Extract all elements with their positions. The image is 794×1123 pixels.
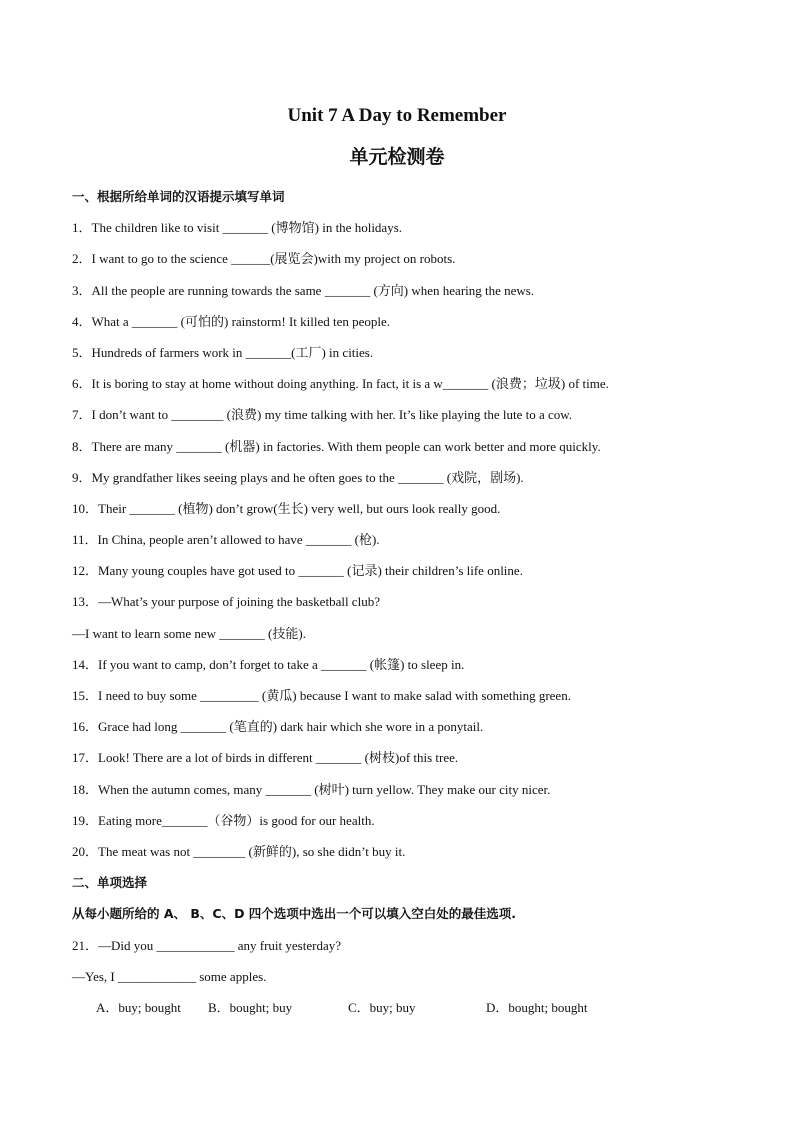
option-b: B．bought; buy	[208, 999, 293, 1015]
document-subtitle: 单元检测卷	[349, 146, 445, 168]
question-19: 19．Eating more_______（谷物）is good for our health.	[72, 812, 375, 828]
question-21-options	[72, 992, 722, 1023]
section-1-heading: 一、根据所给单词的汉语提示填写单词	[72, 189, 285, 204]
question-4: 4．What a _______ (可怕的) rainstorm! It killed ten people.	[72, 313, 391, 329]
section-2-instruction: 从每小题所给的 A、 B、C、D 四个选项中选出一个可以填入空白处的最佳选项.	[72, 906, 517, 922]
document-title: Unit 7 A Day to Remember	[287, 105, 507, 126]
question-21-answer: —Yes, I ____________ some apples.	[72, 968, 267, 984]
question-14: 14．If you want to camp, don’t forget to take a _______ (帐篷) to sleep in.	[72, 656, 465, 672]
option-c: C．buy; buy	[348, 999, 416, 1015]
document-content	[72, 181, 722, 1023]
question-7: 7．I don’t want to ________ (浪费) my time talking with her. It’s like playing the lute to a cow.	[72, 407, 573, 423]
question-8: 8．There are many _______ (机器) in factories. With them people can work better and more quickly.	[72, 438, 601, 454]
question-3: 3．All the people are running towards the same _______ (方向) when hearing the news.	[72, 282, 535, 298]
option-a: A．buy; bought	[96, 999, 181, 1015]
question-1: 1．The children like to visit _______ (博物馆) in the holidays.	[72, 220, 403, 236]
question-9: 9．My grandfather likes seeing plays and he often goes to the _______ (戏院，剧场).	[72, 469, 524, 485]
question-6: 6．It is boring to stay at home without doing anything. In fact, it is a w_______ (浪费；垃圾) of time.	[72, 376, 609, 392]
question-13: 13．—What’s your purpose of joining the basketball club?	[72, 594, 380, 610]
section-2-heading: 二、单项选择	[72, 875, 148, 891]
question-16: 16．Grace had long _______ (笔直的) dark hair which she wore in a ponytail.	[72, 719, 484, 735]
question-10: 10．Their _______ (植物) don’t grow(生长) very well, but ours look really good.	[72, 500, 501, 516]
question-5: 5．Hundreds of farmers work in _______(工厂) in cities.	[72, 344, 374, 360]
question-15: 15．I need to buy some _________ (黄瓜) because I want to make salad with something green.	[72, 688, 571, 703]
question-18: 18．When the autumn comes, many _______ (树叶) turn yellow. They make our city nicer.	[72, 781, 551, 797]
question-17: 17．Look! There are a lot of birds in different _______ (树枝)of this tree.	[72, 750, 459, 766]
question-21: 21．—Did you ____________ any fruit yesterday?	[72, 937, 341, 953]
question-20: 20．The meat was not ________ (新鲜的), so she didn’t buy it.	[72, 843, 406, 859]
question-13-answer: —I want to learn some new _______ (技能).	[72, 625, 306, 641]
question-11: 11．In China, people aren’t allowed to have _______ (枪).	[72, 532, 380, 548]
option-d: D．bought; bought	[486, 999, 588, 1015]
question-2: 2．I want to go to the science ______(展览会)with my project on robots.	[72, 251, 456, 267]
question-12: 12．Many young couples have got used to _______ (记录) their children’s life online.	[72, 563, 523, 579]
